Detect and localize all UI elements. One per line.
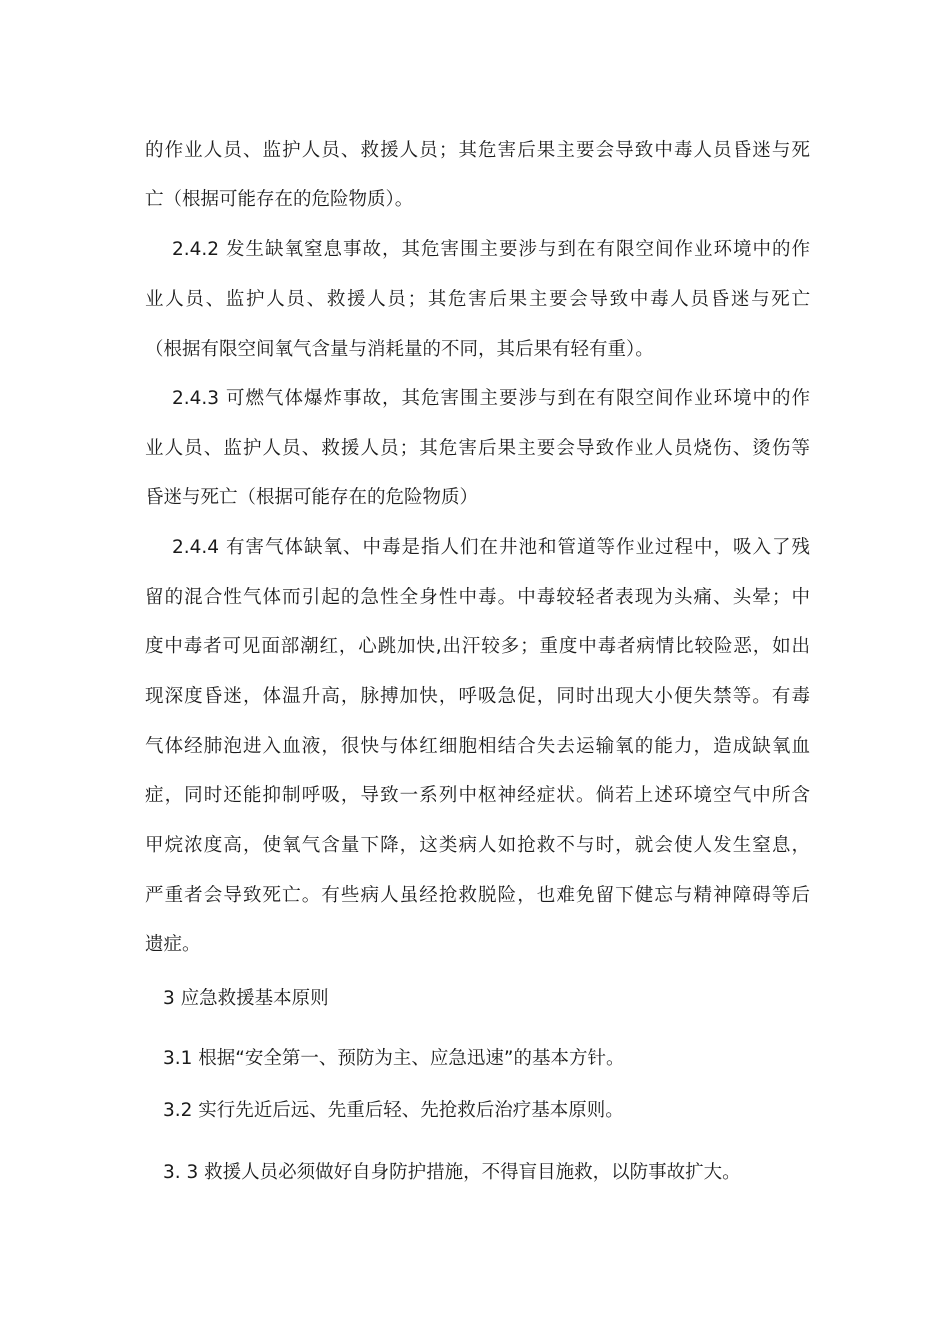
section-3-1-item: 3.1 根据“安全第一、预防为主、应急迅速”的基本方针。 (163, 1048, 625, 1069)
text-line: 的作业人员、监护人员、救援人员；其危害后果主要会导致中毒人员昏迷与死 (145, 140, 810, 161)
section-2-4-2-line: 2.4.2 发生缺氧窒息事故，其危害围主要涉与到在有限空间作业环境中的作 (172, 239, 810, 260)
section-3-heading: 3 应急救援基本原则 (163, 988, 329, 1009)
text-line: 亡（根据可能存在的危险物质）。 (145, 189, 414, 210)
text-line: 度中毒者可见面部潮红，心跳加快,出汗较多；重度中毒者病情比较险恶，如出 (145, 636, 810, 657)
text-line: 严重者会导致死亡。有些病人虽经抢救脱险，也难免留下健忘与精神障碍等后 (145, 885, 810, 906)
text-line: 遗症。 (145, 934, 201, 955)
text-line: 症，同时还能抑制呼吸，导致一系列中枢神经症状。倘若上述环境空气中所含 (145, 785, 810, 806)
text-line: 气体经肺泡进入血液，很快与体红细胞相结合失去运输氧的能力，造成缺氧血 (145, 736, 810, 757)
text-line: （根据有限空间氧气含量与消耗量的不同，其后果有轻有重）。 (145, 339, 654, 360)
text-line: 留的混合性气体而引起的急性全身性中毒。中毒较轻者表现为头痛、头晕；中 (145, 587, 810, 608)
text-line: 昏迷与死亡（根据可能存在的危险物质） (145, 487, 479, 508)
text-line: 业人员、监护人员、救援人员；其危害后果主要会导致作业人员烧伤、烫伤等 (145, 438, 810, 459)
text-line: 甲烷浓度高，使氧气含量下降，这类病人如抢救不与时，就会使人发生窒息， (145, 835, 810, 856)
section-3-3-item: 3. 3 救援人员必须做好自身防护措施，不得盲目施救，以防事故扩大。 (163, 1162, 741, 1183)
section-2-4-3-line: 2.4.3 可燃气体爆炸事故，其危害围主要涉与到在有限空间作业环境中的作 (172, 388, 810, 409)
text-line: 业人员、监护人员、救援人员；其危害后果主要会导致中毒人员昏迷与死亡 (145, 289, 810, 310)
section-3-2-item: 3.2 实行先近后远、先重后轻、先抢救后治疗基本原则。 (163, 1100, 624, 1121)
section-2-4-4-line: 2.4.4 有害气体缺氧、中毒是指人们在井池和管道等作业过程中，吸入了残 (172, 537, 810, 558)
text-line: 现深度昏迷，体温升高，脉搏加快，呼吸急促，同时出现大小便失禁等。有毒 (145, 686, 810, 707)
